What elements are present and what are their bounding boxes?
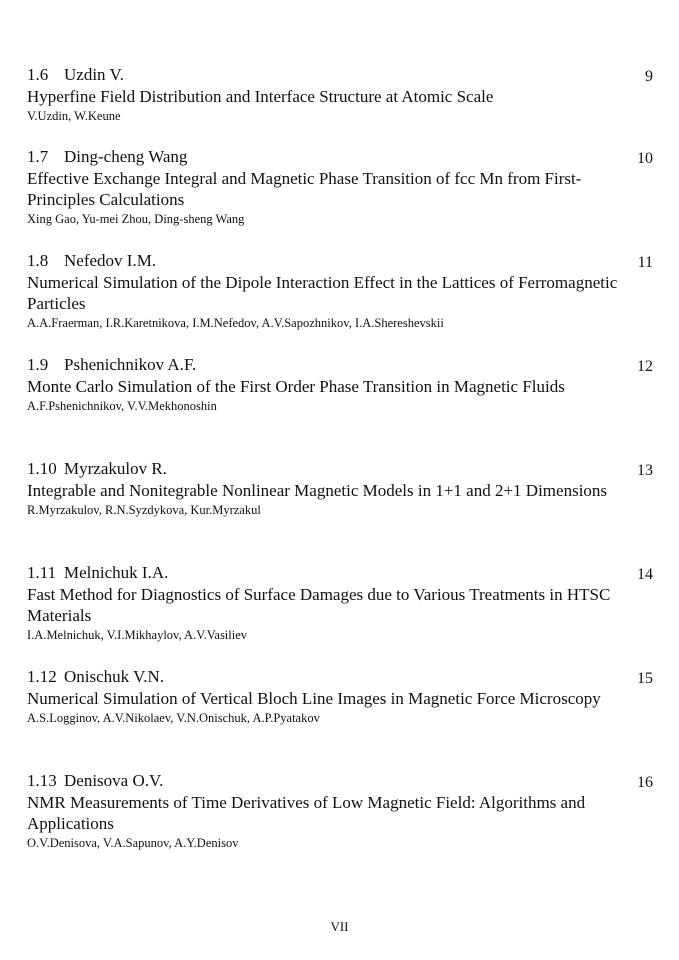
entry-author: Ding-cheng Wang xyxy=(64,147,188,166)
entry-page-number: 11 xyxy=(637,254,653,271)
entry-title: Hyperfine Field Distribution and Interface Structure at Atomic Scale xyxy=(27,87,494,106)
entry-authors: A.F.Pshenichnikov, V.V.Mekhonoshin xyxy=(27,399,217,413)
entry-page-number: 14 xyxy=(637,566,653,583)
toc-entry xyxy=(27,562,655,644)
entry-author: Denisova O.V. xyxy=(64,771,164,790)
entry-page-number: 9 xyxy=(645,68,653,85)
entry-author: Nefedov I.M. xyxy=(64,251,157,270)
entry-author: Pshenichnikov A.F. xyxy=(64,355,197,374)
entry-page-number: 12 xyxy=(637,358,653,375)
entry-heading xyxy=(27,250,655,272)
toc-entry xyxy=(27,770,655,852)
entry-title: Numerical Simulation of Vertical Bloch Line Images in Magnetic Force Microscopy xyxy=(27,689,601,708)
entry-authors: R.Myrzakulov, R.N.Syzdykova, Kur.Myrzakul xyxy=(27,503,261,517)
entry-heading xyxy=(27,146,655,168)
entry-page-number: 13 xyxy=(637,462,653,479)
entry-title: Numerical Simulation of the Dipole Interaction Effect in the Lattices of Ferromagnetic Particles xyxy=(27,273,618,313)
toc-entry xyxy=(27,666,655,727)
entry-authors: I.A.Melnichuk, V.I.Mikhaylov, A.V.Vasiliev xyxy=(27,628,248,642)
entry-title: Integrable and Nonitegrable Nonlinear Magnetic Models in 1+1 and 2+1 Dimensions xyxy=(27,481,608,500)
toc-entry xyxy=(27,458,655,519)
entry-authors: O.V.Denisova, V.A.Sapunov, A.Y.Denisov xyxy=(27,836,239,850)
entry-author: Melnichuk I.A. xyxy=(64,563,169,582)
entry-authors: Xing Gao, Yu-mei Zhou, Ding-sheng Wang xyxy=(27,212,245,226)
entry-number: 1.8 xyxy=(27,251,49,270)
entry-number: 1.9 xyxy=(27,355,49,374)
entry-authors: A.A.Fraerman, I.R.Karetnikova, I.M.Nefedov, A.V.Sapozhnikov, I.A.Shereshevskii xyxy=(27,316,444,330)
entry-page-number: 15 xyxy=(637,670,653,687)
entry-number: 1.6 xyxy=(27,65,49,84)
page-number-footer: VII xyxy=(330,919,349,934)
toc-entry xyxy=(27,64,655,125)
entry-authors: V.Uzdin, W.Keune xyxy=(27,109,121,123)
entry-heading xyxy=(27,458,655,480)
entry-heading xyxy=(27,64,655,86)
entry-author: Onischuk V.N. xyxy=(64,667,164,686)
entry-heading xyxy=(27,562,655,584)
entry-page-number: 10 xyxy=(637,150,653,167)
entry-title: Fast Method for Diagnostics of Surface Damages due to Various Treatments in HTSC Materials xyxy=(27,585,611,625)
entry-heading xyxy=(27,770,655,792)
entry-number: 1.11 xyxy=(27,563,57,582)
entry-authors: A.S.Logginov, A.V.Nikolaev, V.N.Onischuk, A.P.Pyatakov xyxy=(27,711,320,725)
entry-heading xyxy=(27,666,655,688)
entry-author: Myrzakulov R. xyxy=(64,459,167,478)
entry-title: Monte Carlo Simulation of the First Order Phase Transition in Magnetic Fluids xyxy=(27,377,565,396)
entry-number: 1.12 xyxy=(27,667,57,686)
entry-heading xyxy=(27,354,655,376)
entry-number: 1.13 xyxy=(27,771,57,790)
toc-entry xyxy=(27,146,655,228)
toc-entry xyxy=(27,250,655,332)
entry-page-number: 16 xyxy=(637,774,653,791)
entry-number: 1.7 xyxy=(27,147,49,166)
entry-title: NMR Measurements of Time Derivatives of Low Magnetic Field: Algorithms and Applications xyxy=(27,793,586,833)
toc-entry xyxy=(27,354,655,415)
entry-author: Uzdin V. xyxy=(64,65,124,84)
entry-title: Effective Exchange Integral and Magnetic Phase Transition of fcc Mn from First-Principles Calculations xyxy=(27,169,582,209)
entry-number: 1.10 xyxy=(27,459,57,478)
